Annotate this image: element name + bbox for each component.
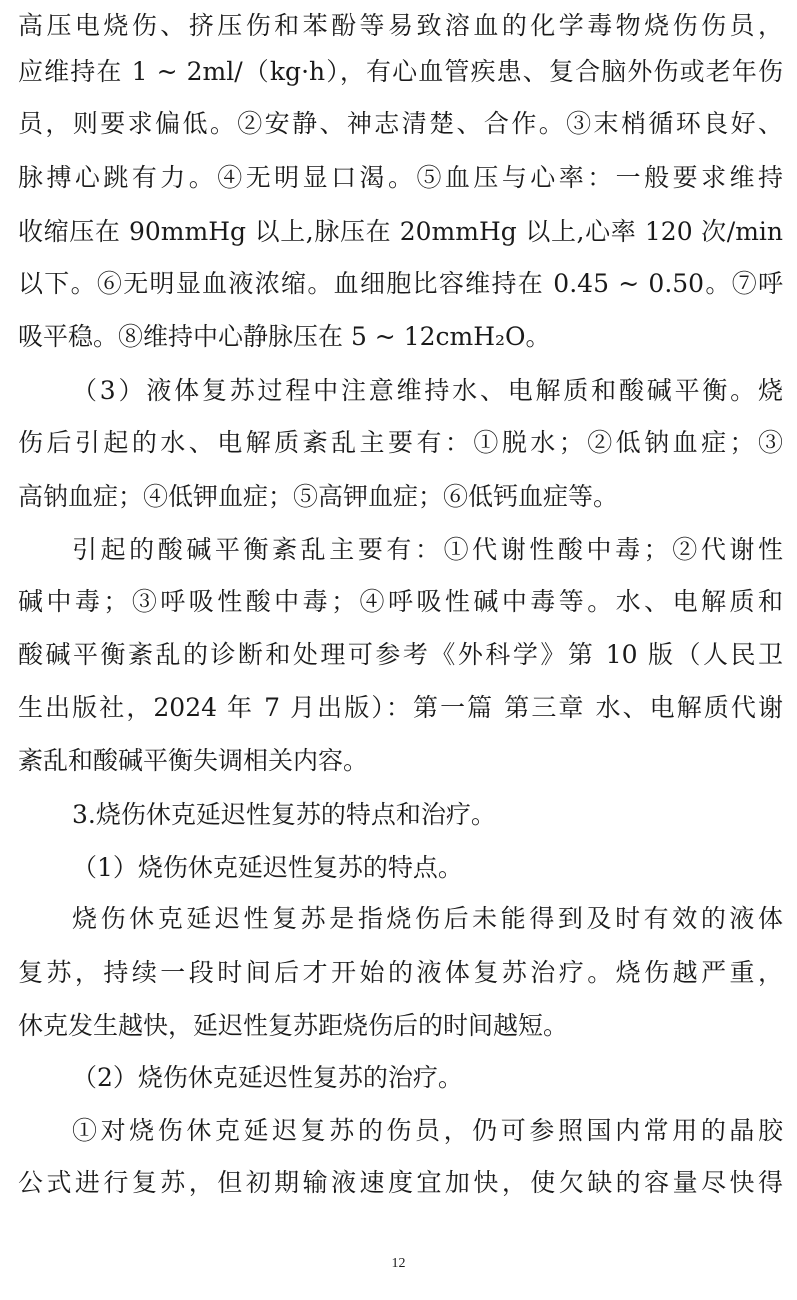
text-line-14: 生出版社，2024 年 7 月出版）：第一篇 第三章 水、电解质代谢 — [18, 693, 783, 722]
text-line-4: 脉搏心跳有力。④无明显口渴。⑤血压与心率：一般要求维持 — [18, 163, 783, 192]
text-line-18: 烧伤休克延迟性复苏是指烧伤后未能得到及时有效的液体 — [72, 904, 783, 933]
text-line-10: 高钠血症；④低钾血症；⑤高钾血症；⑥低钙血症等。 — [18, 482, 619, 511]
text-line-23: 公式进行复苏，但初期输液速度宜加快，使欠缺的容量尽快得 — [18, 1168, 783, 1197]
text-line-5: 收缩压在 90mmHg 以上,脉压在 20mmHg 以上,心率 120 次/min — [18, 217, 783, 246]
text-line-1: 高压电烧伤、挤压伤和苯酚等易致溶血的化学毒物烧伤伤员， — [18, 11, 783, 40]
text-line-8: （3）液体复苏过程中注意维持水、电解质和酸碱平衡。烧 — [72, 376, 783, 405]
text-line-2: 应维持在 1 ~ 2ml/（kg·h），有心血管疾患、复合脑外伤或老年伤 — [18, 57, 783, 86]
text-line-9: 伤后引起的水、电解质紊乱主要有：①脱水；②低钠血症；③ — [18, 428, 783, 457]
section-heading: 3.烧伤休克延迟性复苏的特点和治疗。 — [72, 800, 496, 829]
text-line-22: ①对烧伤休克延迟复苏的伤员，仍可参照国内常用的晶胶 — [72, 1116, 783, 1145]
subsection-heading-1: （1）烧伤休克延迟性复苏的特点。 — [72, 853, 463, 882]
text-line-7: 吸平稳。⑧维持中心静脉压在 5 ~ 12cmH₂O。 — [18, 322, 551, 351]
text-line-11: 引起的酸碱平衡紊乱主要有：①代谢性酸中毒；②代谢性 — [72, 535, 783, 564]
subsection-heading-2: （2）烧伤休克延迟性复苏的治疗。 — [72, 1063, 463, 1092]
text-line-12: 碱中毒；③呼吸性酸中毒；④呼吸性碱中毒等。水、电解质和 — [18, 587, 783, 616]
text-line-6: 以下。⑥无明显血液浓缩。血细胞比容维持在 0.45 ~ 0.50。⑦呼 — [18, 269, 783, 298]
text-line-15: 紊乱和酸碱平衡失调相关内容。 — [18, 746, 369, 775]
page-number: 12 — [391, 1256, 406, 1271]
text-line-3: 员，则要求偏低。②安静、神志清楚、合作。③末梢循环良好、 — [18, 109, 783, 138]
text-line-20: 休克发生越快，延迟性复苏距烧伤后的时间越短。 — [18, 1011, 569, 1040]
text-line-19: 复苏，持续一段时间后才开始的液体复苏治疗。烧伤越严重， — [18, 958, 783, 987]
text-line-13: 酸碱平衡紊乱的诊断和处理可参考《外科学》第 10 版（人民卫 — [18, 640, 783, 669]
